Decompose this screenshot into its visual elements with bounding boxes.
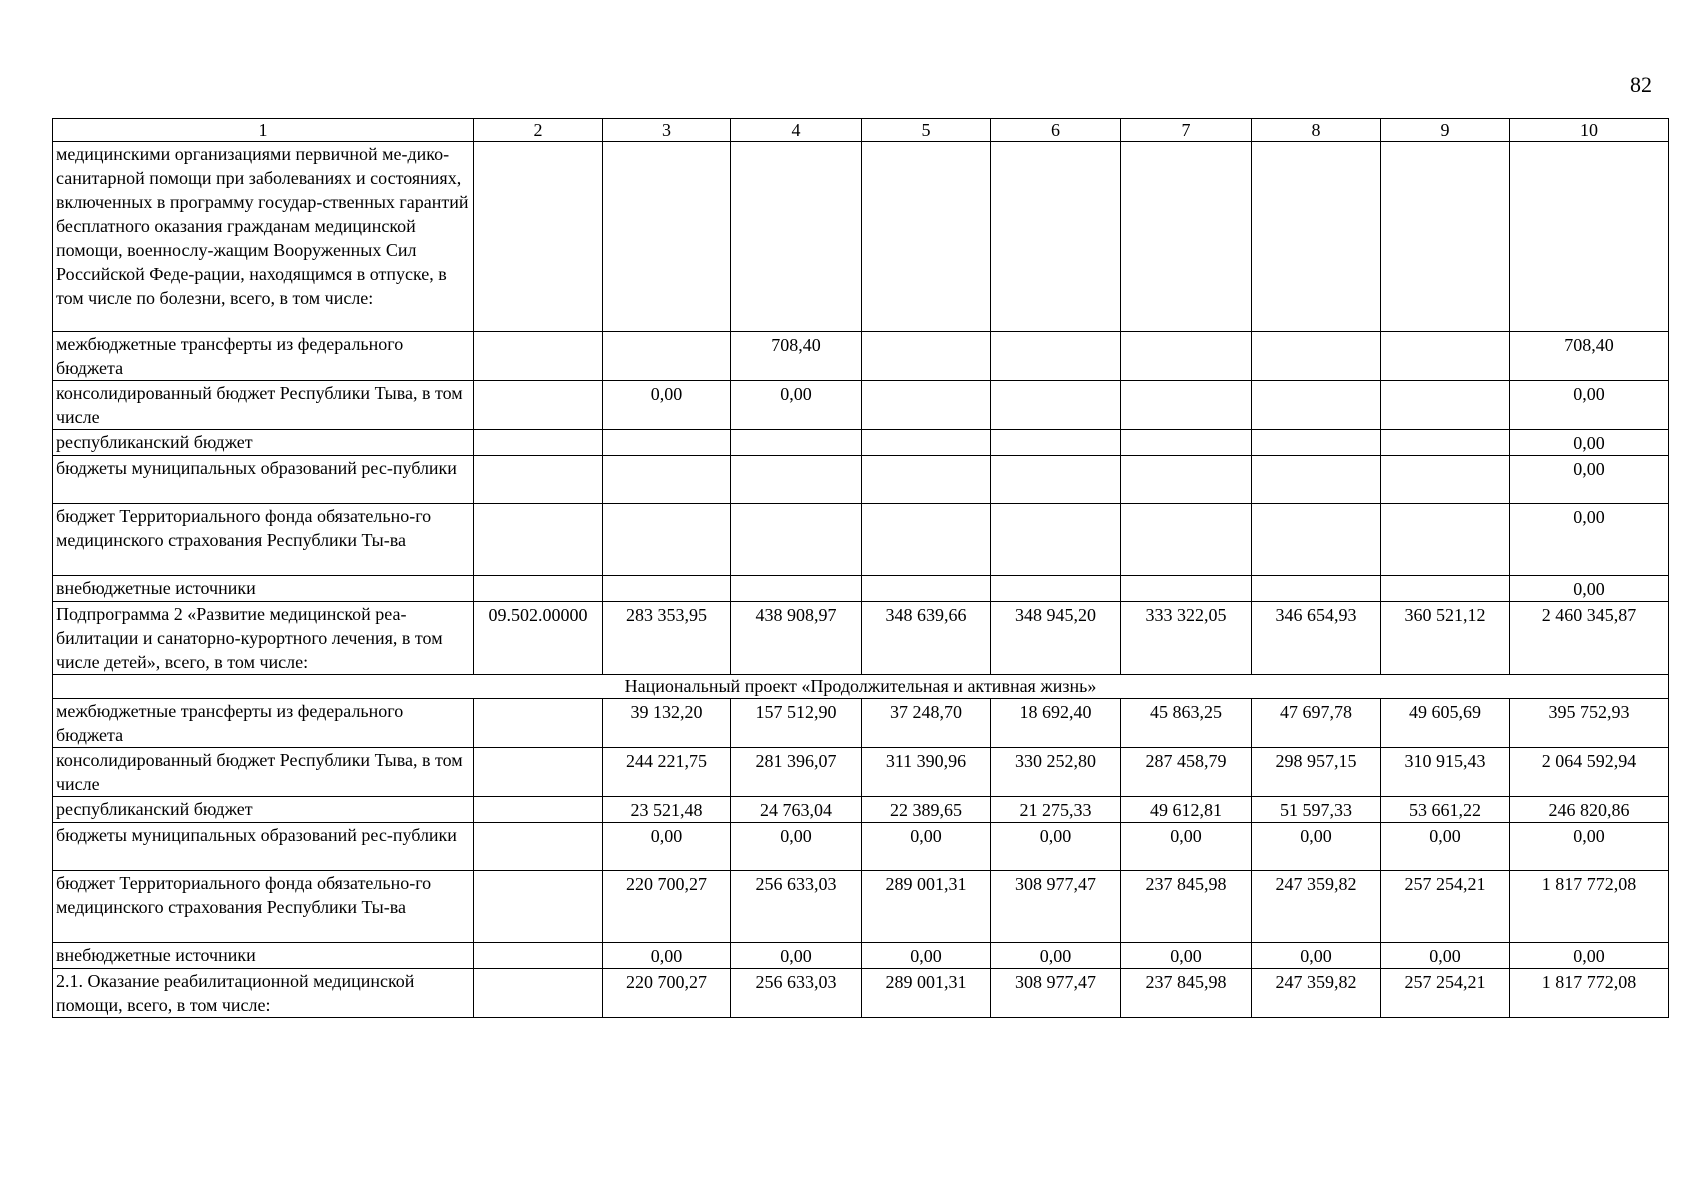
value-cell	[1252, 142, 1381, 332]
value-cell	[991, 504, 1121, 576]
value-cell: 0,00	[1381, 943, 1510, 969]
section-row	[53, 675, 1669, 699]
column-header: 3	[603, 119, 731, 142]
value-cell: 47 697,78	[1252, 699, 1381, 748]
value-cell	[1252, 430, 1381, 456]
value-cell: 308 977,47	[991, 871, 1121, 943]
table-row	[53, 969, 1669, 1018]
row-label: 2.1. Оказание реабилитационной медицинской помощи, всего, в том числе:	[53, 969, 474, 1018]
value-cell: 708,40	[731, 332, 862, 381]
section-title: Национальный проект «Продолжительная и активная жизнь»	[53, 675, 1669, 699]
value-cell	[1381, 430, 1510, 456]
value-cell: 310 915,43	[1381, 748, 1510, 797]
value-cell: 0,00	[991, 823, 1121, 871]
value-cell	[991, 381, 1121, 430]
table-row	[53, 823, 1669, 871]
value-cell: 289 001,31	[862, 871, 991, 943]
value-cell: 0,00	[1121, 943, 1252, 969]
table-row	[53, 797, 1669, 823]
table-row	[53, 602, 1669, 675]
value-cell	[1121, 332, 1252, 381]
value-cell: 0,00	[1510, 576, 1669, 602]
value-cell: 0,00	[731, 943, 862, 969]
table-row	[53, 430, 1669, 456]
value-cell: 0,00	[1252, 943, 1381, 969]
value-cell: 45 863,25	[1121, 699, 1252, 748]
value-cell: 247 359,82	[1252, 871, 1381, 943]
column-header: 10	[1510, 119, 1669, 142]
value-cell: 257 254,21	[1381, 969, 1510, 1018]
value-cell: 0,00	[603, 823, 731, 871]
value-cell	[474, 699, 603, 748]
value-cell	[1121, 504, 1252, 576]
value-cell: 256 633,03	[731, 969, 862, 1018]
value-cell	[603, 430, 731, 456]
value-cell: 247 359,82	[1252, 969, 1381, 1018]
value-cell: 237 845,98	[1121, 969, 1252, 1018]
row-label: республиканский бюджет	[53, 797, 474, 823]
value-cell: 330 252,80	[991, 748, 1121, 797]
column-header: 8	[1252, 119, 1381, 142]
value-cell: 311 390,96	[862, 748, 991, 797]
value-cell	[1252, 332, 1381, 381]
value-cell	[1252, 381, 1381, 430]
value-cell: 2 460 345,87	[1510, 602, 1669, 675]
table-row	[53, 504, 1669, 576]
value-cell: 0,00	[1510, 943, 1669, 969]
value-cell: 220 700,27	[603, 871, 731, 943]
value-cell	[603, 576, 731, 602]
value-cell: 360 521,12	[1381, 602, 1510, 675]
value-cell: 0,00	[862, 823, 991, 871]
table-row	[53, 943, 1669, 969]
row-label: внебюджетные источники	[53, 943, 474, 969]
value-cell: 333 322,05	[1121, 602, 1252, 675]
value-cell	[474, 969, 603, 1018]
value-cell	[603, 504, 731, 576]
value-cell: 49 605,69	[1381, 699, 1510, 748]
value-cell	[862, 430, 991, 456]
value-cell: 0,00	[1252, 823, 1381, 871]
value-cell	[1381, 456, 1510, 504]
value-cell: 0,00	[1510, 823, 1669, 871]
value-cell	[603, 332, 731, 381]
value-cell: 2 064 592,94	[1510, 748, 1669, 797]
value-cell: 0,00	[603, 943, 731, 969]
value-cell: 0,00	[991, 943, 1121, 969]
table-row	[53, 748, 1669, 797]
row-label: внебюджетные источники	[53, 576, 474, 602]
value-cell	[474, 797, 603, 823]
value-cell: 18 692,40	[991, 699, 1121, 748]
value-cell: 257 254,21	[1381, 871, 1510, 943]
value-cell	[862, 332, 991, 381]
value-cell	[731, 430, 862, 456]
column-header: 9	[1381, 119, 1510, 142]
value-cell	[474, 871, 603, 943]
header-row	[53, 119, 1669, 142]
row-label: бюджеты муниципальных образований рес-публики	[53, 456, 474, 504]
row-label: бюджет Территориального фонда обязательно-го медицинского страхования Республики Ты-ва	[53, 504, 474, 576]
value-cell: 256 633,03	[731, 871, 862, 943]
value-cell	[862, 576, 991, 602]
value-cell	[731, 142, 862, 332]
value-cell: 1 817 772,08	[1510, 871, 1669, 943]
column-header: 4	[731, 119, 862, 142]
value-cell	[991, 576, 1121, 602]
value-cell	[862, 142, 991, 332]
value-cell	[731, 456, 862, 504]
column-header: 5	[862, 119, 991, 142]
value-cell	[1252, 576, 1381, 602]
value-cell: 298 957,15	[1252, 748, 1381, 797]
value-cell	[1252, 456, 1381, 504]
value-cell	[474, 504, 603, 576]
value-cell: 22 389,65	[862, 797, 991, 823]
value-cell	[603, 456, 731, 504]
column-header: 7	[1121, 119, 1252, 142]
value-cell	[1381, 142, 1510, 332]
value-cell	[731, 576, 862, 602]
value-cell	[474, 823, 603, 871]
value-cell	[862, 456, 991, 504]
row-label: консолидированный бюджет Республики Тыва, в том числе	[53, 381, 474, 430]
value-cell: 0,00	[1510, 381, 1669, 430]
table-row	[53, 576, 1669, 602]
row-label: консолидированный бюджет Республики Тыва, в том числе	[53, 748, 474, 797]
value-cell	[862, 381, 991, 430]
value-cell	[474, 142, 603, 332]
value-cell	[1121, 456, 1252, 504]
value-cell	[474, 430, 603, 456]
value-cell	[991, 430, 1121, 456]
value-cell: 346 654,93	[1252, 602, 1381, 675]
value-cell: 39 132,20	[603, 699, 731, 748]
table-row	[53, 699, 1669, 748]
value-cell	[474, 576, 603, 602]
row-label: межбюджетные трансферты из федерального бюджета	[53, 699, 474, 748]
row-label: межбюджетные трансферты из федерального бюджета	[53, 332, 474, 381]
value-cell: 220 700,27	[603, 969, 731, 1018]
value-cell: 09.502.00000	[474, 602, 603, 675]
value-cell: 348 639,66	[862, 602, 991, 675]
value-cell	[731, 504, 862, 576]
column-header: 1	[53, 119, 474, 142]
value-cell	[1121, 430, 1252, 456]
row-label: бюджет Территориального фонда обязательно-го медицинского страхования Республики Ты-ва	[53, 871, 474, 943]
budget-table	[52, 118, 1669, 1018]
value-cell: 0,00	[1510, 430, 1669, 456]
value-cell	[991, 332, 1121, 381]
value-cell	[1252, 504, 1381, 576]
value-cell: 1 817 772,08	[1510, 969, 1669, 1018]
value-cell: 24 763,04	[731, 797, 862, 823]
value-cell: 0,00	[731, 381, 862, 430]
value-cell: 53 661,22	[1381, 797, 1510, 823]
value-cell	[1121, 142, 1252, 332]
value-cell	[1121, 576, 1252, 602]
value-cell: 0,00	[603, 381, 731, 430]
value-cell	[1381, 381, 1510, 430]
value-cell: 438 908,97	[731, 602, 862, 675]
value-cell	[603, 142, 731, 332]
value-cell: 237 845,98	[1121, 871, 1252, 943]
value-cell: 0,00	[1121, 823, 1252, 871]
value-cell: 51 597,33	[1252, 797, 1381, 823]
value-cell	[1381, 576, 1510, 602]
value-cell: 49 612,81	[1121, 797, 1252, 823]
value-cell	[474, 332, 603, 381]
page-number: 82	[1630, 72, 1652, 97]
table-row	[53, 381, 1669, 430]
row-label: Подпрограмма 2 «Развитие медицинской реа-билитации и санаторно-курортного лечения, в том числе детей», всего, в том числе:	[53, 602, 474, 675]
value-cell	[1381, 504, 1510, 576]
value-cell: 289 001,31	[862, 969, 991, 1018]
table-row	[53, 332, 1669, 381]
value-cell	[474, 748, 603, 797]
row-label: медицинскими организациями первичной ме-дико-санитарной помощи при заболеваниях и состояниях, включенных в программу государ-ственных гарантий бесплатного оказания гражданам медицинской помощи, военнослу-жащим Вооруженных Сил Российской Феде-рации, находящимся в отпуске, в том числе по болезни, всего, в том числе:	[53, 142, 474, 332]
value-cell: 157 512,90	[731, 699, 862, 748]
value-cell: 23 521,48	[603, 797, 731, 823]
value-cell: 246 820,86	[1510, 797, 1669, 823]
value-cell: 0,00	[1381, 823, 1510, 871]
value-cell: 287 458,79	[1121, 748, 1252, 797]
table-row	[53, 456, 1669, 504]
value-cell: 283 353,95	[603, 602, 731, 675]
row-label: бюджеты муниципальных образований рес-публики	[53, 823, 474, 871]
value-cell	[474, 381, 603, 430]
value-cell: 244 221,75	[603, 748, 731, 797]
value-cell	[474, 456, 603, 504]
table-row	[53, 871, 1669, 943]
column-header: 2	[474, 119, 603, 142]
value-cell	[1510, 142, 1669, 332]
value-cell: 708,40	[1510, 332, 1669, 381]
value-cell	[991, 142, 1121, 332]
value-cell: 395 752,93	[1510, 699, 1669, 748]
value-cell: 281 396,07	[731, 748, 862, 797]
value-cell	[991, 456, 1121, 504]
value-cell: 0,00	[1510, 504, 1669, 576]
table-row	[53, 142, 1669, 332]
value-cell: 0,00	[731, 823, 862, 871]
value-cell	[1381, 332, 1510, 381]
value-cell: 348 945,20	[991, 602, 1121, 675]
value-cell	[474, 943, 603, 969]
value-cell: 0,00	[1510, 456, 1669, 504]
value-cell: 21 275,33	[991, 797, 1121, 823]
value-cell: 37 248,70	[862, 699, 991, 748]
column-header: 6	[991, 119, 1121, 142]
row-label: республиканский бюджет	[53, 430, 474, 456]
value-cell: 0,00	[862, 943, 991, 969]
value-cell: 308 977,47	[991, 969, 1121, 1018]
value-cell	[1121, 381, 1252, 430]
value-cell	[862, 504, 991, 576]
